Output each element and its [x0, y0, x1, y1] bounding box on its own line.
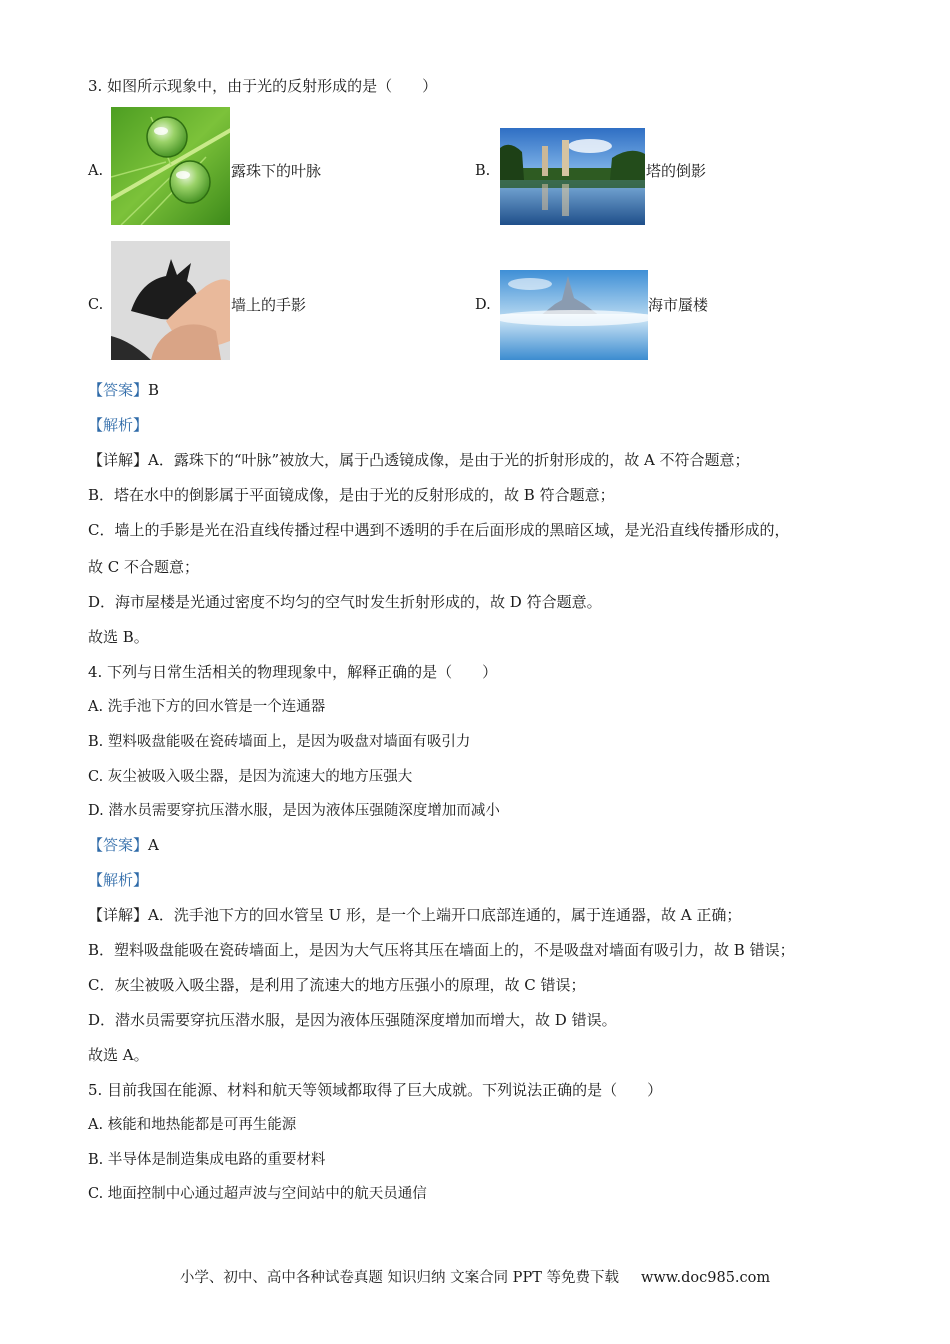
answer-tag: 【答案】 — [88, 381, 149, 399]
q3-detail-line: 故 C 不合题意； — [88, 558, 200, 576]
leaf-dewdrop-photo — [111, 107, 230, 225]
q3-answer — [88, 380, 159, 400]
q3-option-c-label: C. — [88, 297, 104, 313]
q5-option: B. 半导体是制造集成电路的重要材料 — [88, 1152, 326, 1168]
answer-value: B — [148, 381, 160, 399]
q3-stem: 3. 如图所示现象中，由于光的反射形成的是（ ） — [88, 77, 438, 95]
detail-tag: 【详解】 — [88, 451, 149, 469]
q5-option: A. 核能和地热能都是可再生能源 — [88, 1117, 297, 1133]
q5-option: C. 地面控制中心通过超声波与空间站中的航天员通信 — [88, 1186, 427, 1202]
q3-detail-line: B．塔在水中的倒影属于平面镜成像，是由于光的反射形成的，故 B 符合题意； — [88, 486, 615, 504]
q4-option: B. 塑料吸盘能吸在瓷砖墙面上，是因为吸盘对墙面有吸引力 — [88, 734, 471, 750]
q4-option: C. 灰尘被吸入吸尘器，是因为流速大的地方压强大 — [88, 769, 413, 785]
q3-analysis-tag: 【解析】 — [88, 416, 149, 434]
q3-option-d-caption: 海市蜃楼 — [648, 296, 709, 314]
detail-text: A．洗手池下方的回水管呈 U 形，是一个上端开口底部连通的，属于连通器，故 A 正确； — [148, 906, 742, 924]
q3-detail-line: D．海市屋楼是光通过密度不均匀的空气时发生折射形成的，故 D 符合题意。 — [88, 593, 602, 611]
answer-tag: 【答案】 — [88, 836, 149, 854]
q3-option-c-caption: 墙上的手影 — [231, 296, 307, 314]
q5-stem: 5. 目前我国在能源、材料和航天等领域都取得了巨大成就。下列说法正确的是（ ） — [88, 1081, 663, 1099]
q3-option-a-caption: 露珠下的叶脉 — [231, 162, 322, 180]
q4-detail-line: B．塑料吸盘能吸在瓷砖墙面上，是因为大气压将其压在墙面上的，不是吸盘对墙面有吸引力，故 B 错误； — [88, 941, 795, 959]
q3-detail-line: C．墙上的手影是光在沿直线传播过程中遇到不透明的手在后面形成的黑暗区域，是光沿直线传播形成的， — [88, 521, 790, 539]
hand-shadow-photo — [111, 241, 230, 360]
q4-stem: 4. 下列与日常生活相关的物理现象中，解释正确的是（ ） — [88, 663, 498, 681]
q3-option-d-label: D. — [475, 297, 491, 313]
q3-detail-line — [88, 450, 750, 470]
pagoda-reflection-photo — [500, 128, 645, 225]
q4-option: D. 潜水员需要穿抗压潜水服，是因为液体压强随深度增加而减小 — [88, 803, 500, 819]
q3-option-b-caption: 塔的倒影 — [646, 162, 707, 180]
q4-answer — [88, 835, 159, 855]
q4-detail-line — [88, 905, 741, 925]
detail-text: A．露珠下的“叶脉”被放大，属于凸透镜成像，是由于光的折射形成的，故 A 不符合题意； — [148, 451, 750, 469]
footer-text: 小学、初中、高中各种试卷真题 知识归纳 文案合同 PPT 等免费下载 — [179, 1270, 619, 1286]
q3-option-b-label: B. — [475, 163, 491, 179]
answer-value: A — [148, 836, 159, 854]
q4-analysis-tag: 【解析】 — [88, 871, 149, 889]
detail-tag: 【详解】 — [88, 906, 149, 924]
q4-option: A. 洗手池下方的回水管是一个连通器 — [88, 699, 326, 715]
footer-link[interactable]: www.doc985.com — [640, 1270, 771, 1286]
q4-detail-line: C．灰尘被吸入吸尘器，是利用了流速大的地方压强小的原理，故 C 错误； — [88, 976, 586, 994]
q3-conclusion: 故选 B。 — [88, 628, 149, 646]
mirage-castle-photo — [500, 270, 648, 360]
page-footer — [0, 1268, 950, 1288]
q4-conclusion: 故选 A。 — [88, 1046, 149, 1064]
q3-option-a-label: A. — [88, 163, 104, 179]
q4-detail-line: D．潜水员需要穿抗压潜水服，是因为液体压强随深度增加而增大，故 D 错误。 — [88, 1011, 617, 1029]
